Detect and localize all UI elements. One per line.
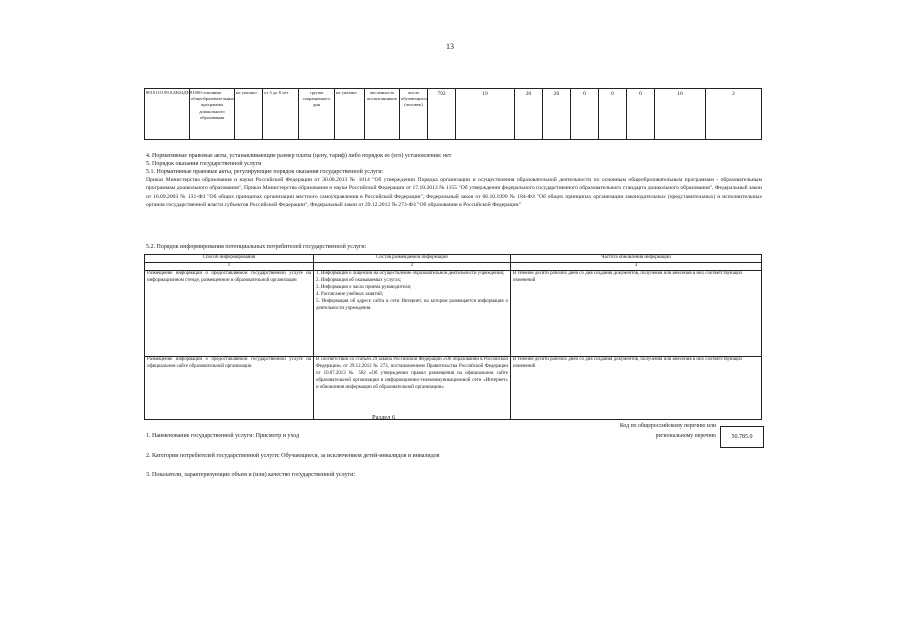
value-cell: 0 <box>627 89 655 140</box>
deviation-abs-cell: 2 <box>706 89 762 140</box>
age-cell: от 3 до 8 лет <box>263 89 299 140</box>
table-index-row <box>145 263 762 271</box>
value-cell: 20 <box>543 89 571 140</box>
informing-table <box>144 254 762 420</box>
column-header: Частота обновления информации <box>511 255 762 263</box>
value-cell: 0 <box>571 89 599 140</box>
table-cell: не указано <box>335 89 365 140</box>
registry-code-cell: 801011О.99.0.БВ24ДН81000 <box>145 89 190 140</box>
section-4-text: 4. Нормативные правовые акты, устанавливающие размер платы (цену, тариф) либо порядок ее (его) установления: нет <box>146 153 452 159</box>
registry-code-value: 50.785.0 <box>720 426 764 448</box>
legal-acts-paragraph: Приказ Министерства образования и науки Российской Федерации от 30.08.2013 № 1014 "Об утверждении Порядка организации и осуществления образовательной деятельности по основным общеобразовательным программам - образовательным программам дошкольного образования", Приказ Министерства образования и науки Российской Федерации от 17.10.2013 № 1155 "Об утверждении федерального государственного образовательного стандарта дошкольного образования", Федеральный закон от 16.09.2003 № 131-ФЗ "Об общих принципах организации местного самоуправления в Российской Федерации", Федеральный закон от 06.10.1999 № 184-ФЗ "Об общих принципах организации законодательных (представительных) и исполнительных органов государственной власти субъектов Российской Федерации", Федеральный закон от 29.12.2012 № 273-ФЗ "Об образовании в Российской Федерации" <box>146 177 762 208</box>
deviation-percent-cell: 10 <box>655 89 706 140</box>
consumer-category-text: 2. Категории потребителей государственной услуги: Обучающиеся, за исключением детей-инвалидов и инвалидов <box>146 453 440 459</box>
content-line: 1. Информация о лицензии на осуществление образовательной деятельности учреждения; <box>316 271 505 276</box>
column-header: Способ информирования <box>145 255 314 263</box>
section-title: Раздел 6 <box>372 414 396 421</box>
table-row <box>145 271 762 357</box>
table-cell: не указано <box>235 89 263 140</box>
method-cell: Размещение информации о предоставляемой государственной услуге на официальном сайте образовательной организации <box>145 357 314 420</box>
section-5-1-heading: 5.1. Нормативные правовые акты, регулирующие порядок оказания государственной услуги: <box>146 169 384 175</box>
indicators-heading: 3. Показатели, характеризующие объем и (или) качество государственной услуги: <box>146 472 355 478</box>
content-cell <box>314 271 511 357</box>
table-header-row <box>145 255 762 263</box>
table-row <box>145 357 762 420</box>
column-index: 3 <box>511 263 762 271</box>
service-name-text: 1. Наименование государственной услуги: Присмотр и уход <box>146 433 300 439</box>
value-cell: 0 <box>599 89 627 140</box>
content-cell: В соответствии со статьей 29 закона Российской Федерации «Об образовании в Российской Федерации» от 29.12.2012 № 273, постановлением Правительства Российской Федерации от 10.07.2013 № 582 «Об утверждении правил размещения на официальном сайте образовательной организации в информационно-телекоммуникационной сети «Интернет» и обновления информации об образовательной организации» <box>314 357 511 420</box>
unit-cell: число обучающихся (человек) <box>400 89 428 140</box>
table-row <box>145 89 762 140</box>
column-index: 2 <box>314 263 511 271</box>
volume-indicators-table <box>144 88 762 140</box>
section-5-heading: 5. Порядок оказания государственной услуги <box>146 161 262 167</box>
frequency-cell: В течение десяти рабочих дней со дня создания документов, получения или внесения в них соответствующих изменений <box>511 357 762 420</box>
section-5-2-heading: 5.2. Порядок информирования потенциальных потребителей государственной услуги: <box>146 244 367 250</box>
column-index: 1 <box>145 263 314 271</box>
registry-code-label: Код по общероссийскому перечню или региональному перечню <box>619 423 716 439</box>
stay-mode-cell: группа сокращенного дня <box>299 89 335 140</box>
page-number: 13 <box>446 42 454 51</box>
column-header: Состав размещаемой информации <box>314 255 511 263</box>
method-cell: Размещение информации о предоставляемой государственной услуге на информационном стенде, размещенном в образовательной организации <box>145 271 314 357</box>
content-line: 3. Информация о часах приема руководителя; <box>316 284 412 290</box>
content-line: 2. Информация об оказываемых услугах; <box>316 277 402 283</box>
okei-code-cell: 792 <box>428 89 456 140</box>
program-cell: основные общеобразовательные программы дошкольного образования <box>190 89 235 140</box>
value-cell: 20 <box>515 89 543 140</box>
indicator-name-cell: численность воспитанников <box>365 89 400 140</box>
content-line: 5. Информация об адресе сайта в сети Интернет, на котором размещается информация о деятельности учреждения. <box>316 298 508 311</box>
content-line: 4. Расписание учебных занятий; <box>316 291 384 297</box>
value-cell: 19 <box>456 89 515 140</box>
frequency-cell: В течение десяти рабочих дней со дня создания документов, получения или внесения в них соответствующих изменений <box>511 271 762 357</box>
